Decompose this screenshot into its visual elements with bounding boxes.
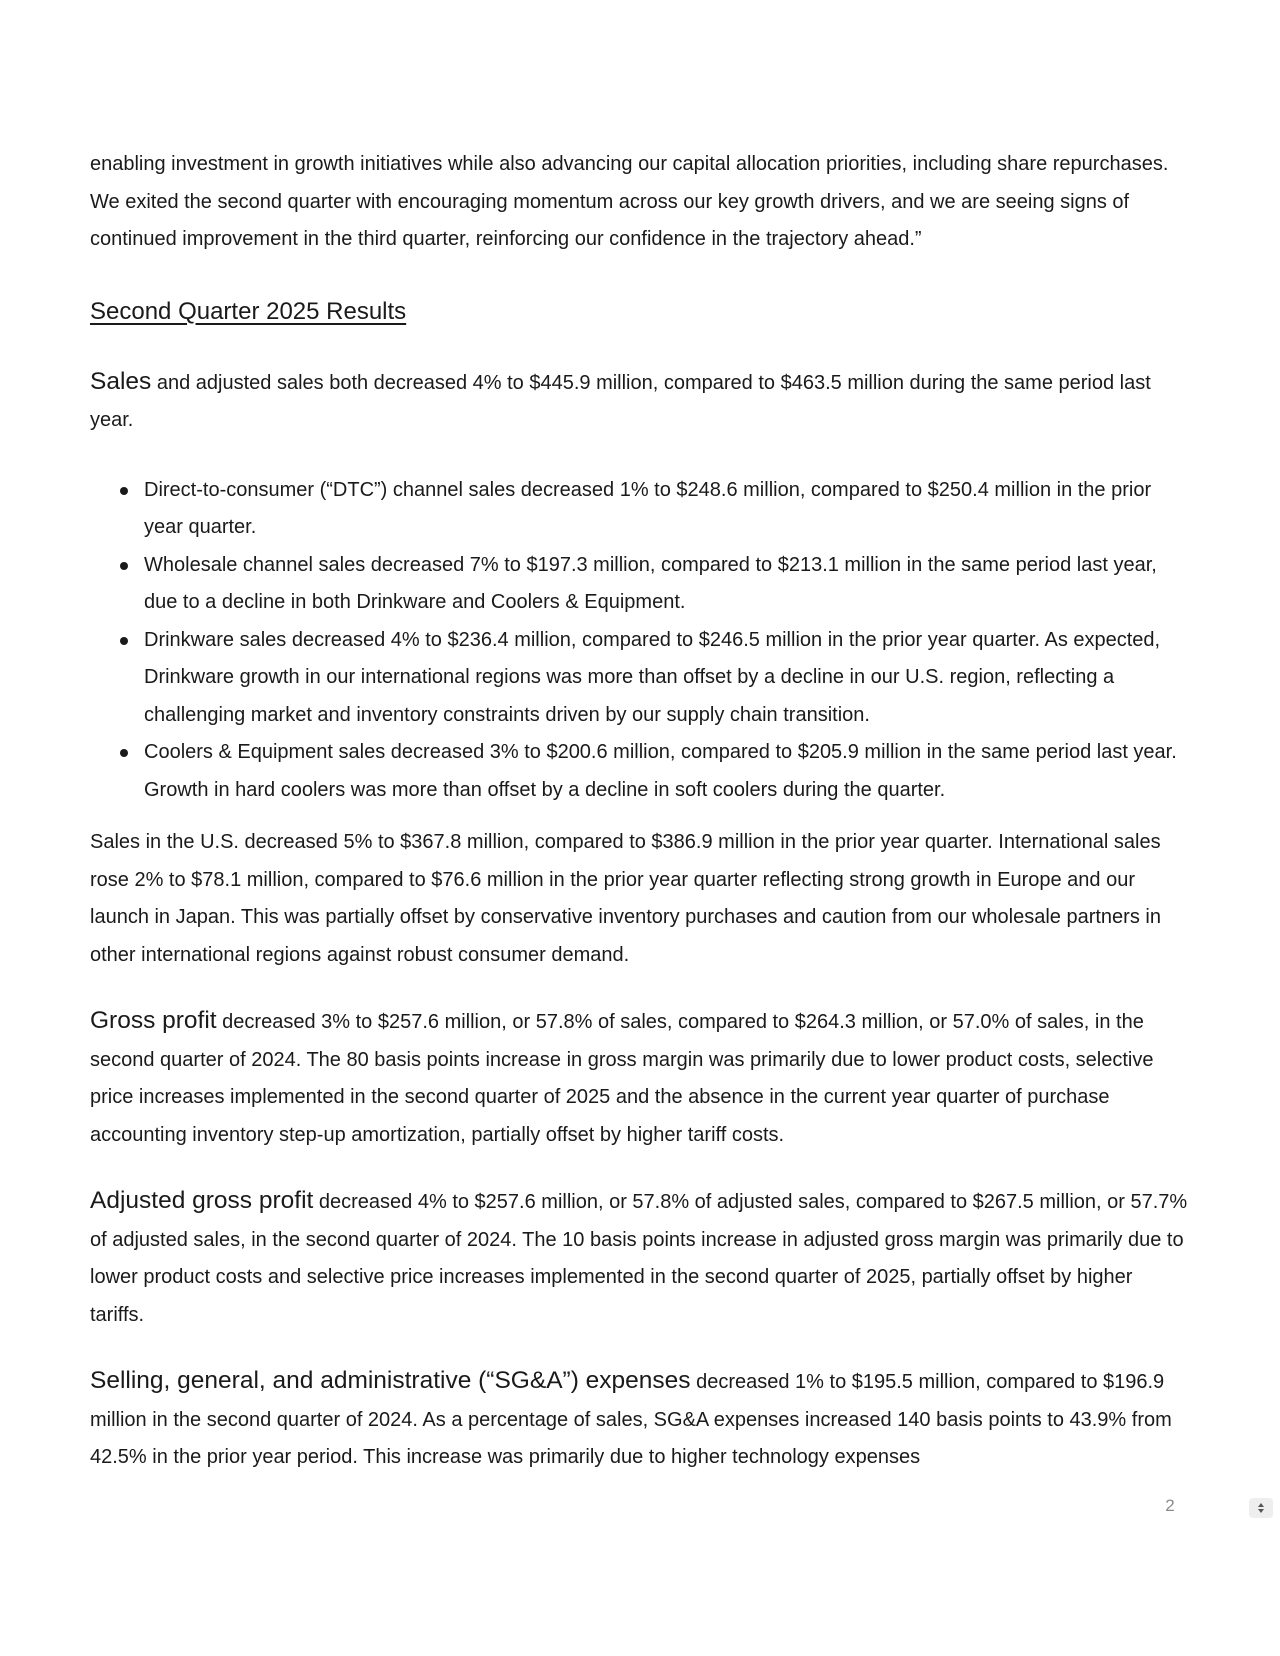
list-item (144, 734, 1190, 809)
list-item (144, 622, 1190, 735)
adjusted-gross-profit-paragraph (90, 1182, 1190, 1334)
chevron-up-icon[interactable] (1258, 1503, 1264, 1507)
gross-profit-paragraph (90, 1002, 1190, 1154)
section-heading: Second Quarter 2025 Results (90, 297, 407, 325)
sales-paragraph (90, 363, 1190, 440)
document-page (90, 146, 1190, 1477)
chevron-down-icon[interactable] (1258, 1509, 1264, 1513)
sales-text: and adjusted sales both decreased 4% to $445.9 million, compared to $463.5 million during the same period last year. (90, 371, 1151, 431)
bullet-icon (120, 637, 128, 645)
bullet-icon (120, 749, 128, 757)
sales-breakdown-list (90, 472, 1190, 810)
regional-sales-paragraph: Sales in the U.S. decreased 5% to $367.8 million, compared to $386.9 million in the prior year quarter. International sales rose 2% to $78.1 million, compared to $76.6 million in the prior year quarter reflecting strong growth in Europe and our launch in Japan. This was partially offset by conservative inventory purchases and caution from our wholesale partners in other international regions against robust consumer demand. (90, 831, 1161, 966)
gross-profit-lead: Gross profit (90, 1007, 217, 1034)
bullet-icon (120, 487, 128, 495)
intro-paragraph: enabling investment in growth initiatives while also advancing our capital allocation priorities, including share repurchases. We exited the second quarter with encouraging momentum across our key growth drivers, and we are seeing signs of continued improvement in the third quarter, reinforcing our confidence in the trajectory ahead.” (90, 153, 1169, 250)
list-item-text: Drinkware sales decreased 4% to $236.4 million, compared to $246.5 million in the prior year quarter. As expected, Drinkware growth in our international regions was more than offset by a decline in our U.S. region, reflecting a challenging market and inventory constraints driven by our supply chain transition. (144, 628, 1161, 726)
updown-arrows-icon[interactable] (1249, 1498, 1273, 1518)
list-item-text: Direct-to-consumer (“DTC”) channel sales decreased 1% to $248.6 million, compared to $250.4 million in the prior year quarter. (144, 478, 1152, 538)
list-item-text: Wholesale channel sales decreased 7% to $197.3 million, compared to $213.1 million in the same period last year, due to a decline in both Drinkware and Coolers & Equipment. (144, 553, 1157, 613)
adjusted-gross-profit-text: decreased 4% to $257.6 million, or 57.8% of adjusted sales, compared to $267.5 million, or 57.7% of adjusted sales, in the second quarter of 2024. The 10 basis points increase in adjusted gross margin was primarily due to lower product costs and selective price increases implemented in the second quarter of 2025, partially offset by higher tariffs. (90, 1191, 1188, 1326)
sga-paragraph (90, 1362, 1190, 1477)
sales-lead: Sales (90, 367, 152, 395)
bullet-icon (120, 562, 128, 570)
list-item-text: Coolers & Equipment sales decreased 3% to $200.6 million, compared to $205.9 million in the same period last year. Growth in hard coolers was more than offset by a decline in soft coolers during the quarter. (144, 741, 1177, 801)
adjusted-gross-profit-lead: Adjusted gross profit (90, 1187, 314, 1214)
sga-text: decreased 1% to $195.5 million, compared to $196.9 million in the second quarter of 2024. As a percentage of sales, SG&A expenses increased 140 basis points to 43.9% from 42.5% in the prior year period. This increase was primarily due to higher technology expenses (90, 1371, 1172, 1468)
page-number: 2 (1165, 1496, 1175, 1515)
gross-profit-text: decreased 3% to $257.6 million, or 57.8% of sales, compared to $264.3 million, or 57.0% of sales, in the second quarter of 2024. The 80 basis points increase in gross margin was primarily due to lower product costs, selective price increases implemented in the second quarter of 2025 and the absence in the current year quarter of purchase accounting inventory step-up amortization, partially offset by higher tariff costs. (90, 1011, 1154, 1146)
list-item (144, 547, 1190, 622)
list-item (144, 472, 1190, 547)
sga-lead: Selling, general, and administrative (“SG&A”) expenses (90, 1367, 691, 1394)
